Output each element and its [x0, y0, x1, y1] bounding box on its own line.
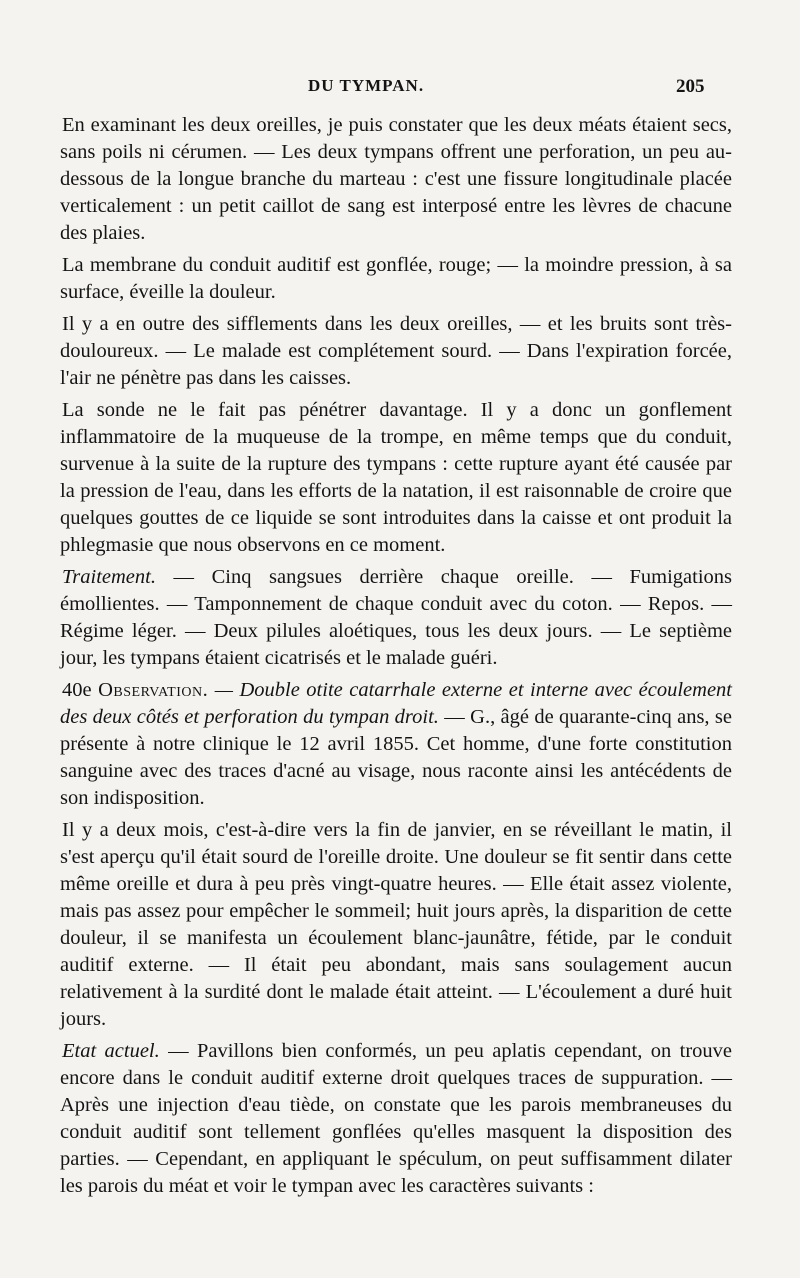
observation-title: — Double otite catarrhale externe et interne avec écoulement des deux côtés et perforation du tympan droit.	[60, 679, 732, 728]
page-number: 205	[676, 76, 705, 97]
observation-label: Observation.	[98, 679, 209, 701]
observation-heading	[60, 677, 732, 812]
paragraph-text: — G., âgé de quarante-cinq ans, se présente à notre clinique le 12 avril 1855. Cet homme, d'une forte constitution sanguine avec des traces d'acné au visage, nous raconte ainsi les antécédents de son indisposition.	[60, 706, 732, 809]
section-label: Traitement.	[62, 566, 156, 588]
paragraph: La membrane du conduit auditif est gonflée, rouge; — la moindre pression, à sa surface, éveille la douleur.	[60, 254, 732, 303]
paragraph: La sonde ne le fait pas pénétrer davantage. Il y a donc un gonflement inflammatoire de la muqueuse de la trompe, en même temps que du conduit, survenue à la suite de la rupture des tympans : cette rupture ayant été causée par la pression de l'eau, dans les efforts de la natation, il est raisonnable de croire que quelques gouttes de ce liquide se sont introduites dans la caisse et ont produit la phlegmasie que nous observons en ce moment.	[60, 399, 732, 556]
section-label: Etat actuel.	[62, 1040, 160, 1062]
paragraph: En examinant les deux oreilles, je puis constater que les deux méats étaient secs, sans poils ni cérumen. — Les deux tympans offrent une perforation, un peu au-dessous de la longue branche du marteau : c'est une fissure longitudinale placée verticalement : un petit caillot de sang est interposé entre les lèvres de chacune des plaies.	[60, 114, 732, 244]
observation-number: 40e	[62, 679, 92, 701]
running-title: DU TYMPAN.	[308, 76, 425, 95]
paragraph: Il y a deux mois, c'est-à-dire vers la fin de janvier, en se réveillant le matin, il s'est aperçu qu'il était sourd de l'oreille droite. Une douleur se fit sentir dans cette même oreille et dura à peu près vingt-quatre heures. — Elle était assez violente, mais pas assez pour empêcher le sommeil; huit jours après, la disparition de cette douleur, il se manifesta un écoulement blanc-jaunâtre, fétide, par le conduit auditif externe. — Il était peu abondant, mais sans soulagement aucun relativement à la surdité dont le malade était atteint. — L'écoulement a duré huit jours.	[60, 819, 732, 1030]
paragraph	[60, 564, 732, 672]
paragraph	[60, 1038, 732, 1200]
paragraph-text: — Cinq sangsues derrière chaque oreille. — Fumigations émollientes. — Tamponnement de chaque conduit avec du coton. — Repos. — Régime léger. — Deux pilules aloétiques, tous les deux jours. — Le septième jour, les tympans étaient cicatrisés et le malade guéri.	[60, 566, 733, 669]
running-header	[0, 76, 800, 100]
paragraph-text: — Pavillons bien conformés, un peu aplatis cependant, on trouve encore dans le conduit auditif externe droit quelques traces de suppuration. — Après une injection d'eau tiède, on constate que les parois membraneuses du conduit auditif sont tellement gonflées qu'elles masquent la disposition des parties. — Cependant, en appliquant le spéculum, on peut suffisamment dilater les parois du méat et voir le tympan avec les caractères suivants :	[60, 1040, 733, 1197]
paragraph: Il y a en outre des sifflements dans les deux oreilles, — et les bruits sont très-douloureux. — Le malade est complétement sourd. — Dans l'expiration forcée, l'air ne pénètre pas dans les caisses.	[60, 313, 732, 389]
body-text	[60, 112, 732, 1205]
